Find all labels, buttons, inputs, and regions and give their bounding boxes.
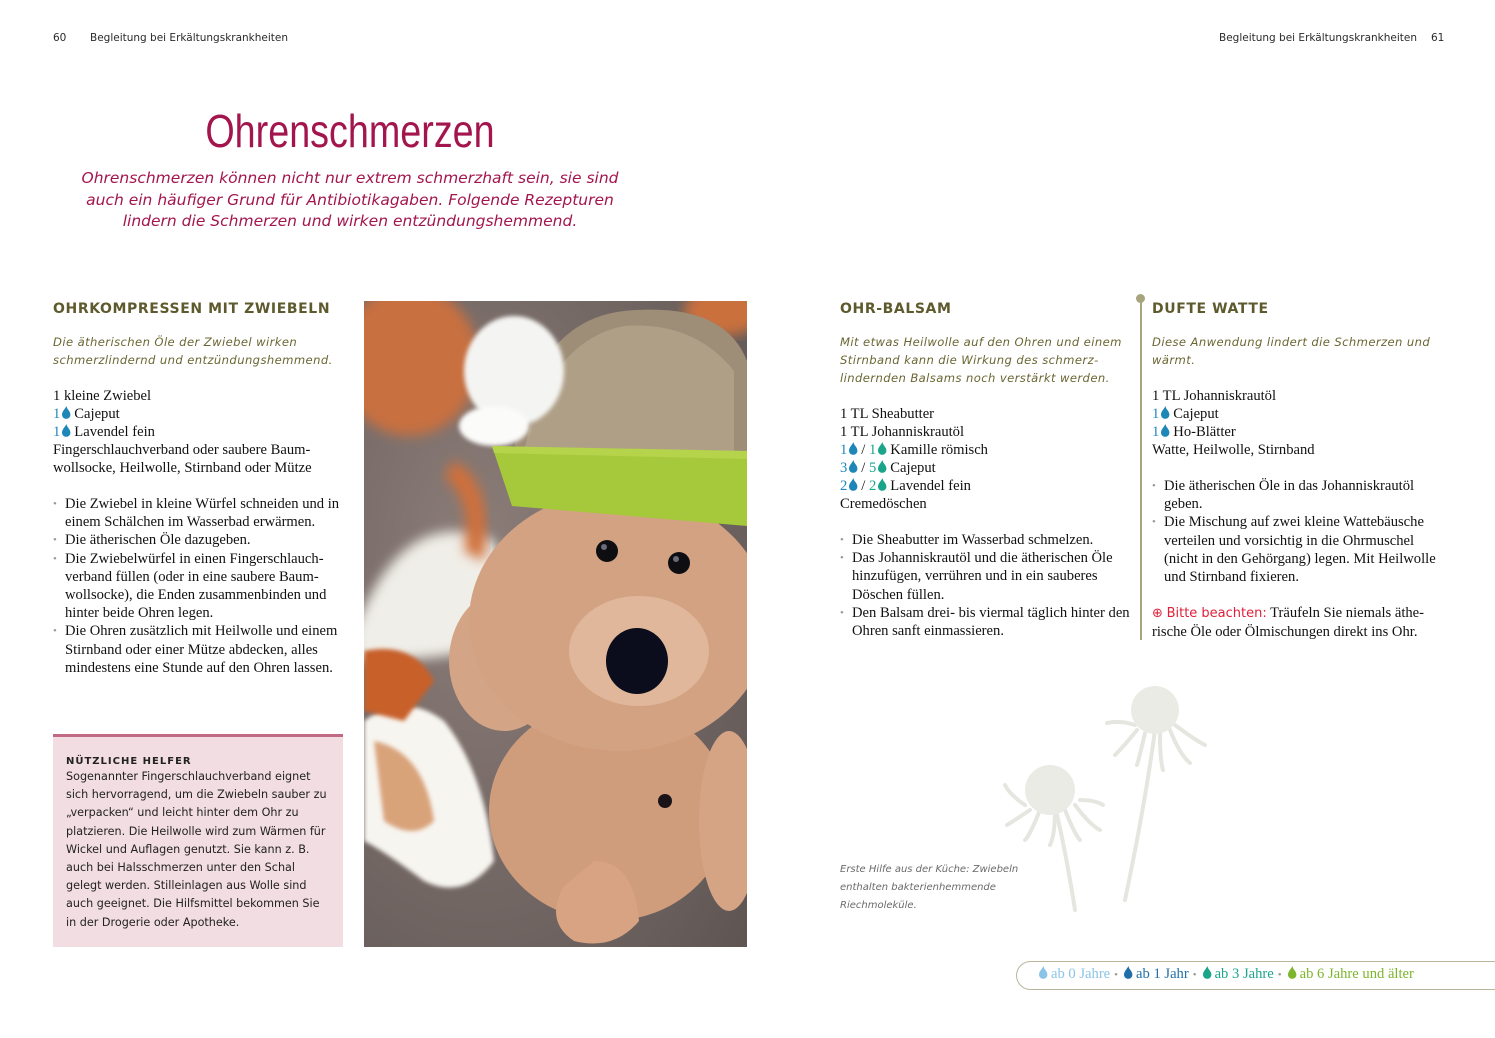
legend-age1: ab 1 Jahr [1136,966,1189,982]
hedgehog-photo [364,301,747,947]
column-divider [1140,298,1142,640]
chapter-lead: Ohrenschmerzen können nicht nur extrem schmerzhaft sein, sie sind auch ein häufiger Grund für Antibiotikagaben. Folgende Rezepturen lindern die Schmerzen und wirken entzündungshemmend. [81,169,619,230]
step: • Die Zwiebelwürfel in einen Fingerschlauchverband füllen (oder in eine saubere Baumwollsocke), die Enden zusammenbinden und hinter beide Ohren legen. [53,550,343,623]
drop-age1-icon [61,406,71,419]
ingredient-list [1152,387,1442,459]
step: • Die Mischung auf zwei kleine Wattebäusche verteilen und vorsichtig in die Ohrmuschel (nicht in den Gehörgang) legen. Mit Heilwolle und Stirnband fixieren. [1152,513,1442,586]
chapter-title: Ohrenschmerzen [205,105,495,157]
drop-age3-icon [877,460,887,473]
step-list [1152,477,1442,586]
drop-age6-icon [1287,966,1297,979]
legend-age3: ab 3 Jahre [1214,966,1274,982]
step: • Die ätherischen Öle dazugeben. [53,531,343,549]
drop-age0-icon [1038,966,1048,979]
ingredient: Cremedöschen [840,496,927,512]
recipe-title: OHR-BALSAM [840,301,952,317]
drop-age1-icon [1160,424,1170,437]
ingredient: wollsocke, Heilwolle, Stirnband oder Mütze [53,460,312,476]
step: • Die ätherischen Öle in das Johanniskrautöl geben. [1152,477,1442,513]
photo-caption: Erste Hilfe aus der Küche: Zwiebeln enthalten bakterienhemmende Riechmoleküle. [840,864,1019,911]
ingredient: 1 / 1 Kamille römisch [840,442,988,458]
ingredient: 3 / 5 Cajeput [840,460,936,476]
right-running-title: Begleitung bei Erkältungskrankheiten [1219,32,1418,44]
ingredient: 1 TL Johanniskrautöl [1152,388,1277,404]
ingredient: 1 TL Johanniskrautöl [840,424,965,440]
ingredient-list [840,405,1130,513]
right-page-number: 61 [1431,32,1445,44]
recipe-dufte-watte [1152,301,1442,642]
recipe-ohr-balsam [840,301,1130,640]
step: • Das Johanniskrautöl und die ätherischen Öle hinzufügen, verrühren und in ein sauberes Döschen füllen. [840,549,1130,604]
step: • Die Zwiebel in kleine Würfel schneiden und in einem Schälchen im Wasserbad erwärmen. [53,495,343,531]
drop-age3-icon [877,442,887,455]
drop-age1-icon [848,460,858,473]
helper-box-title: NÜTZLICHE HELFER [66,756,192,767]
step: • Den Balsam drei- bis viermal täglich hinter den Ohren sanft einmassieren. [840,604,1130,640]
warning-plus-icon: ⊕ [1152,606,1163,622]
ingredient: 1 Ho-Blätter [1152,424,1236,440]
recipe-intro: Diese Anwendung lindert die Schmerzen und wärmt. [1152,335,1431,367]
drop-age1-icon [61,424,71,437]
hedgehog-photo-image [364,301,747,947]
drop-age3-icon [877,478,887,491]
recipe-title: OHRKOMPRESSEN MIT ZWIEBELN [53,301,331,317]
ingredient: 2 / 2 Lavendel fein [840,478,971,494]
ingredient: 1 Cajeput [1152,406,1219,422]
ingredient: 1 TL Sheabutter [840,406,935,422]
warning-note [1152,604,1442,641]
left-running-title: Begleitung bei Erkältungskrankheiten [90,32,289,44]
step-list [840,531,1130,640]
step: • Die Ohren zusätzlich mit Heilwolle und einem Stirnband oder einer Mütze abdecken, alles mindestens eine Stunde auf den Ohren lassen. [53,622,343,677]
drop-age3-icon [1202,966,1212,979]
drop-age1-icon [848,478,858,491]
ingredient: 1 kleine Zwiebel [53,388,152,404]
age-legend: ab 0 Jahre • ab 1 Jahr • ab 3 Jahre • ab 6 Jahre und älter [1016,961,1495,990]
recipe-ohrkompressen [53,301,353,677]
step-list [53,495,343,677]
left-page-number: 60 [53,32,67,44]
helper-box-text: Sogenannter Fingerschlauchverband eignet sich hervorragend, um die Zwiebeln sauber zu „verpacken“ und leicht hinter dem Ohr zu platzieren. Die Heilwolle wird zum Wärmen für Wickel und Auflagen genutzt. Sie kann z. B. auch bei Halsschmerzen unter den Schal gelegt werden. Stilleinlagen aus Wolle sind auch geeignet. Die Hilfsmittel bekommen Sie in der Drogerie oder Apotheke. [66,770,327,929]
warning-label: Bitte beachten: [1166,606,1267,622]
ingredient: 1 Cajeput [53,406,120,422]
step: • Die Sheabutter im Wasserbad schmelzen. [840,531,1130,549]
helper-box [53,734,343,947]
legend-age0: ab 0 Jahre [1051,966,1111,982]
ingredient-list [53,387,353,477]
ingredient: Watte, Heilwolle, Stirnband [1152,442,1315,458]
recipe-intro: Die ätherischen Öle der Zwiebel wirken schmerzlindernd und entzündungshemmend. [53,335,333,367]
warning-text: Träufeln Sie niemals ätherische Öle oder Ölmischungen direkt ins Ohr. [1152,605,1425,641]
ingredient: Fingerschlauchverband oder saubere Baum- [53,442,311,458]
recipe-intro: Mit etwas Heilwolle auf den Ohren und einem Stirnband kann die Wirkung des schmerzlindernden Balsams noch verstärkt werden. [840,335,1122,385]
recipe-title: DUFTE WATTE [1152,301,1269,317]
drop-age1-icon [1160,406,1170,419]
drop-age1-icon [848,442,858,455]
drop-age1-icon [1123,966,1133,979]
legend-age6: ab 6 Jahre und älter [1299,966,1414,982]
ingredient: 1 Lavendel fein [53,424,155,440]
